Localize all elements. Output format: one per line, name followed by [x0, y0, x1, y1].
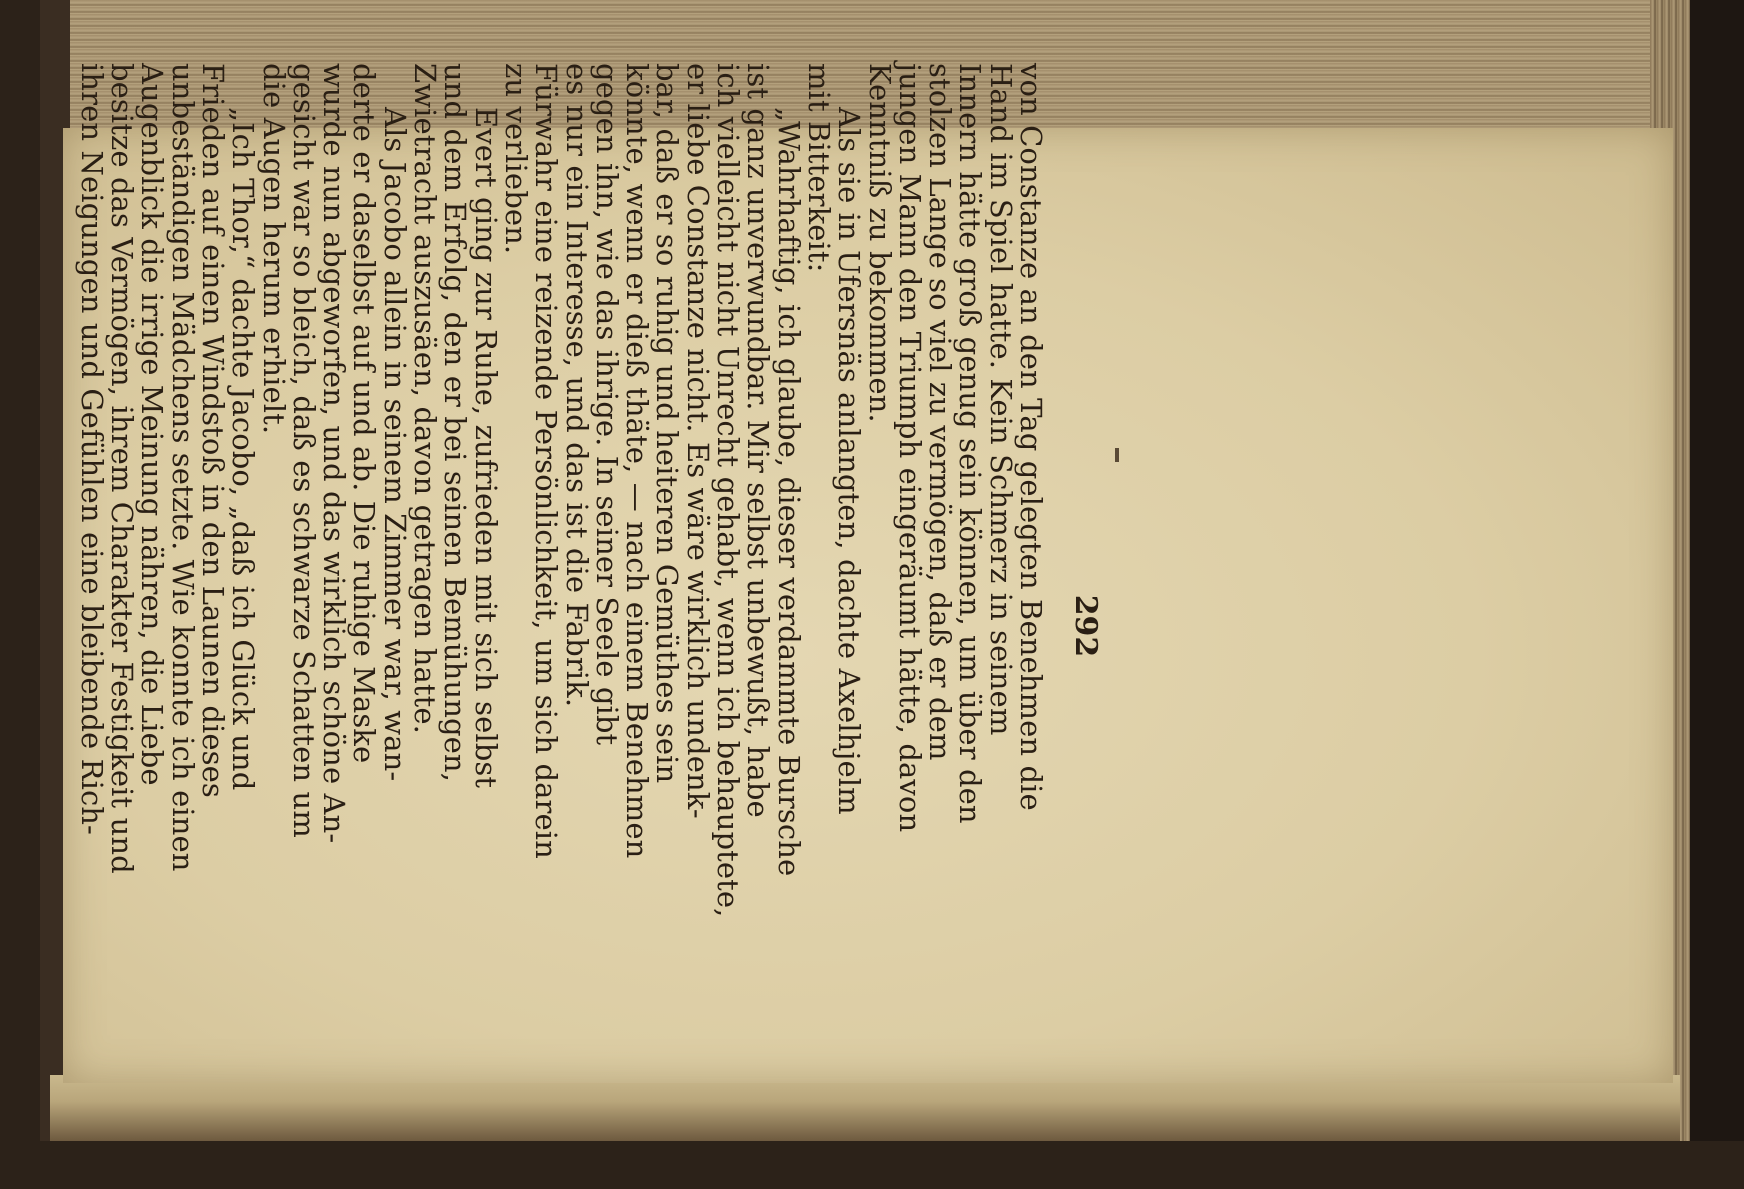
text-line: gesicht war so bleich, daß es schwarze Schatten um — [286, 63, 321, 838]
text-line: von Constanze an den Tag gelegten Benehmen die — [1014, 63, 1048, 811]
text-line: ist ganz unverwundbar. Mir selbst unbewußt, habe — [741, 63, 776, 818]
text-line: stolzen Lange so viel zu vermögen, daß er dem — [923, 63, 958, 761]
text-line: zu verlieben. — [498, 63, 533, 255]
text-line: ich vielleicht nicht Unrecht gehabt, wenn ich behauptete, — [711, 63, 746, 918]
text-line: Frieden auf einen Windstoß in den Launen dieses — [195, 63, 230, 798]
text-line: Als sie in Ufersnäs anlangten, dachte Axelhjelm — [832, 107, 867, 815]
page-text-block — [74, 63, 1114, 1189]
text-line: gegen ihn, wie das ihrige. In seiner Seele gibt — [589, 63, 624, 746]
page-number: 292 — [1068, 594, 1103, 658]
text-line: Kenntniß zu bekommen. — [862, 63, 897, 423]
text-line: ihren Neigungen und Gefühlen eine bleibende Rich- — [74, 63, 109, 835]
text-line: „Ich Thor,“ dachte Jacobo, „daß ich Glück und — [226, 107, 261, 791]
text-line: jungen Mann den Triumph eingeräumt hätte, davon — [892, 63, 927, 833]
text-lines — [74, 63, 1048, 1189]
text-line: Augenblick die irrige Meinung nähren, die Liebe — [135, 63, 170, 786]
text-line: er liebe Constanze nicht. Es wäre wirklich undenk- — [680, 63, 715, 819]
text-line: Hand im Spiel hatte. Kein Schmerz in seinem — [983, 63, 1018, 736]
text-line: es nur ein Interesse, und das ist die Fabrik. — [559, 63, 594, 708]
text-line: bar, daß er so ruhig und heiteren Gemüthes sein — [650, 63, 685, 784]
text-line: derte er daselbst auf und ab. Die ruhige Maske — [347, 63, 382, 764]
text-line: Fürwahr eine reizende Persönlichkeit, um sich darein — [529, 63, 564, 859]
text-line: unbeständigen Mädchens setzte. Wie konnte ich einen — [165, 63, 200, 872]
text-line: Innern hätte groß genug sein können, um über den — [953, 63, 988, 824]
text-line: besitze das Vermögen, ihrem Charakter Festigkeit und — [105, 63, 140, 874]
text-line: die Augen herum erhielt. — [256, 63, 291, 435]
text-line: mit Bitterkeit: — [801, 63, 836, 273]
text-line: und dem Erfolg, den er bei seinen Bemühungen, — [438, 63, 473, 783]
text-line: Als Jacobo allein in seinem Zimmer war, wan- — [377, 107, 412, 782]
text-line: wurde nun abgeworfen, und das wirklich schöne An- — [317, 63, 352, 844]
book-cover-edge — [1690, 0, 1744, 1141]
text-line: Evert ging zur Ruhe, zufrieden mit sich selbst — [468, 107, 503, 789]
text-line: „Wahrhaftig, ich glaube, dieser verdammte Bursche — [771, 107, 806, 877]
printers-mark — [1115, 448, 1119, 462]
text-line: Zwietracht auszusäen, davon getragen hatte. — [408, 63, 443, 734]
text-line: könnte, wenn er dieß thäte, — nach einem Benehmen — [620, 63, 655, 859]
